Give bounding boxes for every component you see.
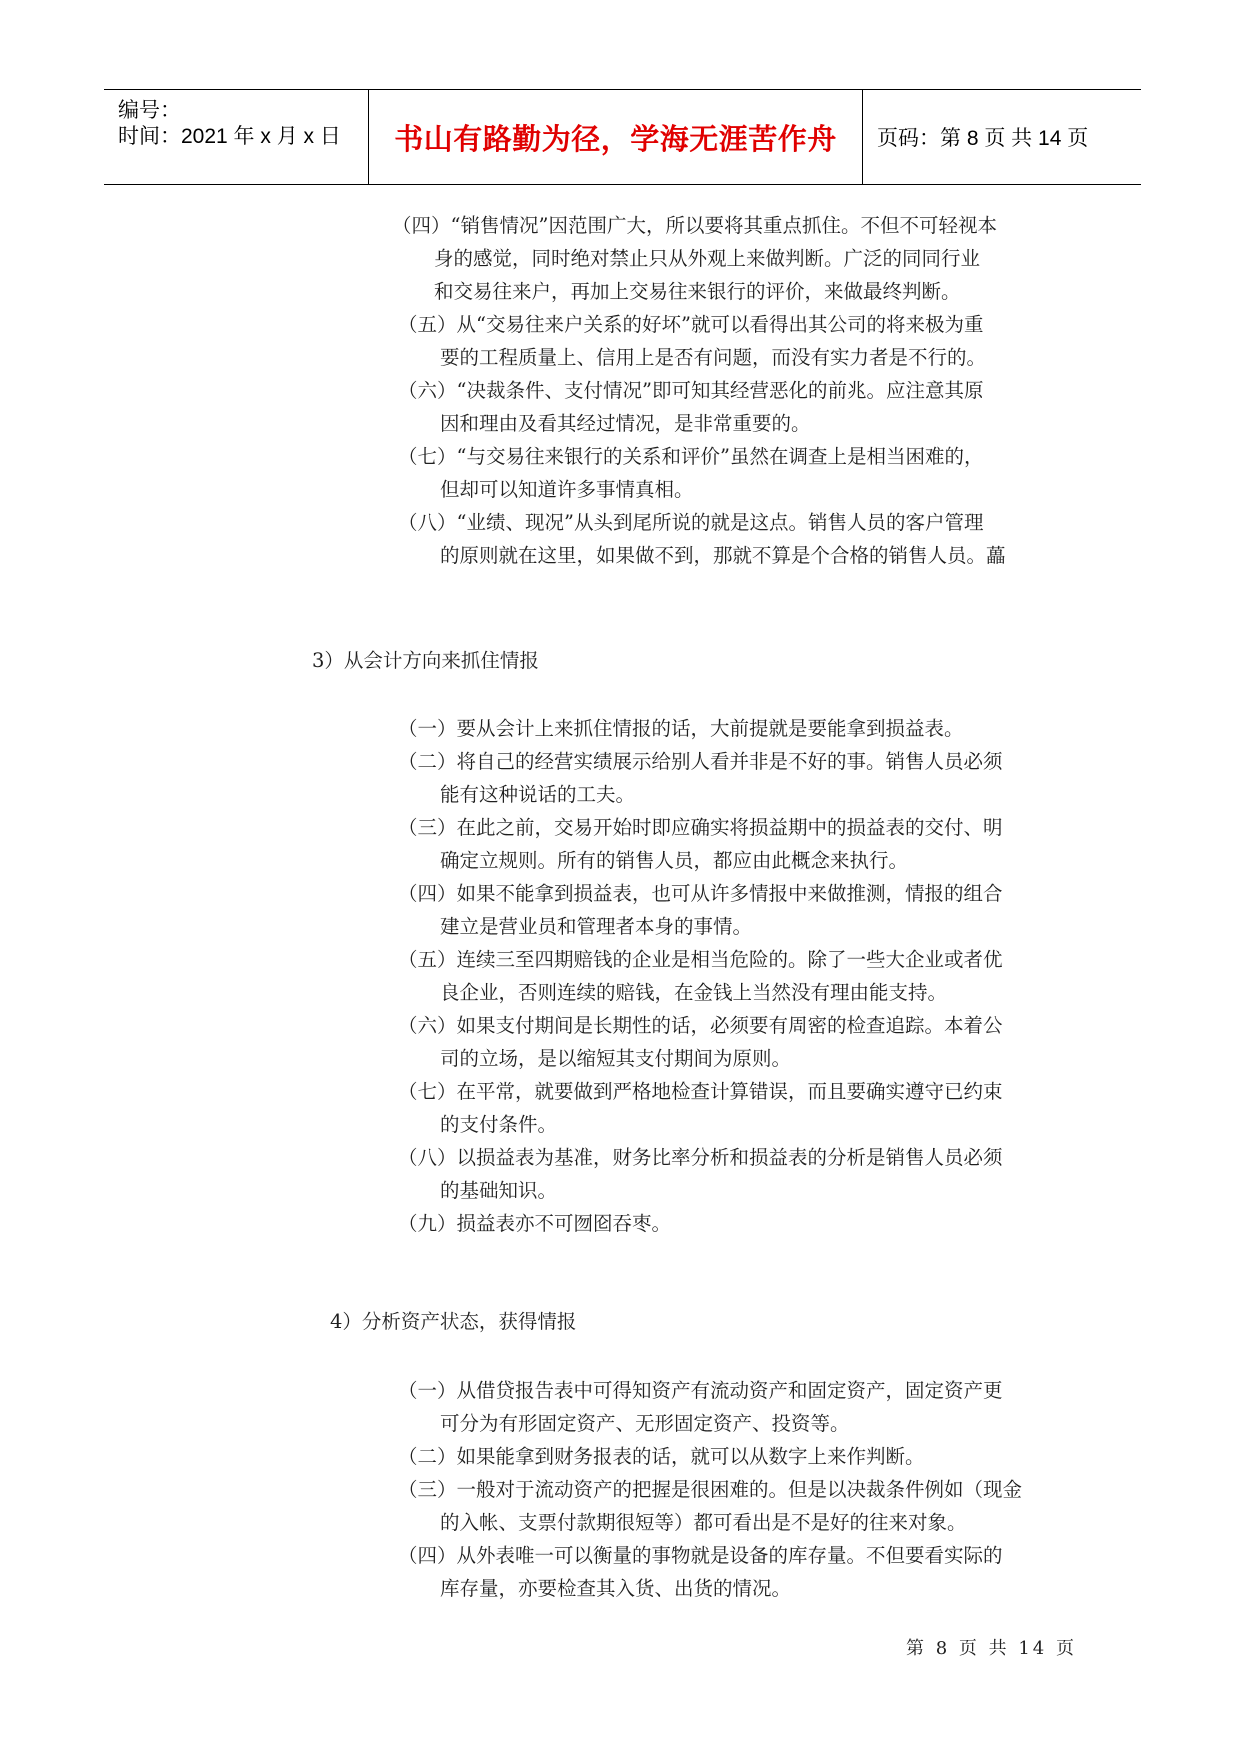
list-item xyxy=(398,1539,1058,1605)
time-label: 时间：2021 年 x 月 x 日 xyxy=(118,125,341,148)
list-item-line: 的入帐、支票付款期很短等）都可看出是不是好的往来对象。 xyxy=(440,1511,967,1534)
list-item-line: 能有这种说话的工夫。 xyxy=(440,783,636,806)
list-item xyxy=(398,374,1058,440)
list-item-line: （四）如果不能拿到损益表，也可从许多情报中来做推测，情报的组合 xyxy=(398,882,1003,905)
list-item-line: 的基础知识。 xyxy=(440,1179,558,1202)
list-item-line: 的支付条件。 xyxy=(440,1113,558,1136)
list-item-line: （四）从外表唯一可以衡量的事物就是设备的库存量。不但要看实际的 xyxy=(398,1544,1003,1567)
list-item-line: 因和理由及看其经过情况，是非常重要的。 xyxy=(440,412,811,435)
motto: 书山有路勤为径，学海无涯苦作舟 xyxy=(394,121,837,156)
list-item xyxy=(398,1374,1058,1440)
section-heading-4: 4）分析资产状态，获得情报 xyxy=(330,1310,577,1333)
header-motto-cell xyxy=(369,90,863,184)
list-item-line: 确定立规则。所有的销售人员，都应由此概念来执行。 xyxy=(440,849,909,872)
list-item xyxy=(398,1440,1058,1473)
list-item xyxy=(398,308,1058,374)
list-item xyxy=(398,506,1058,572)
list-item-line: 和交易往来户，再加上交易往来银行的评价，来做最终判断。 xyxy=(434,280,961,303)
list-item-line: （八）“业绩、现况”从头到尾所说的就是这点。销售人员的客户管理 xyxy=(398,511,984,534)
list-item xyxy=(398,1141,1058,1207)
list-item xyxy=(398,877,1058,943)
list-item-line: （七）“与交易往来银行的关系和评价”虽然在调查上是相当困难的， xyxy=(398,445,984,468)
list-item-line: （二）将自己的经营实绩展示给别人看并非是不好的事。销售人员必须 xyxy=(398,750,1003,773)
list-item xyxy=(398,943,1058,1009)
list-item-line: （九）损益表亦不可囫囵吞枣。 xyxy=(398,1212,672,1235)
list-item xyxy=(398,811,1058,877)
list-item-line: （三）一般对于流动资产的把握是很困难的。但是以决裁条件例如（现金 xyxy=(398,1478,1023,1501)
list-item-line: 可分为有形固定资产、无形固定资产、投资等。 xyxy=(440,1412,850,1435)
list-item-line: 良企业，否则连续的赔钱，在金钱上当然没有理由能支持。 xyxy=(440,981,948,1004)
header-table xyxy=(104,89,1141,185)
list-item xyxy=(398,1009,1058,1075)
list-item-line: （三）在此之前，交易开始时即应确实将损益期中的损益表的交付、明 xyxy=(398,816,1003,839)
list-item-line: （二）如果能拿到财务报表的话，就可以从数字上来作判断。 xyxy=(398,1445,925,1468)
section-heading-3: 3）从会计方向来抓住情报 xyxy=(312,649,539,672)
list-item xyxy=(398,712,1058,745)
list-item-line: （五）连续三至四期赔钱的企业是相当危险的。除了一些大企业或者优 xyxy=(398,948,1003,971)
list-item xyxy=(392,209,1052,308)
list-item-line: （一）从借贷报告表中可得知资产有流动资产和固定资产，固定资产更 xyxy=(398,1379,1003,1402)
list-item-line: 建立是营业员和管理者本身的事情。 xyxy=(440,915,753,938)
list-item-line: 身的感觉，同时绝对禁止只从外观上来做判断。广泛的同同行业 xyxy=(434,247,981,270)
list-item-line: （一）要从会计上来抓住情报的话，大前提就是要能拿到损益表。 xyxy=(398,717,964,740)
header-page-cell xyxy=(863,90,1141,184)
list-item-line: 司的立场，是以缩短其支付期间为原则。 xyxy=(440,1047,792,1070)
header-meta-cell xyxy=(104,90,369,184)
list-item xyxy=(398,1473,1058,1539)
list-item-line: 的原则就在这里，如果做不到，那就不算是个合格的销售人员。藟 xyxy=(440,544,1006,567)
list-item-line: 要的工程质量上、信用上是否有问题，而没有实力者是不行的。 xyxy=(440,346,987,369)
list-item-line: （六）如果支付期间是长期性的话，必须要有周密的检查追踪。本着公 xyxy=(398,1014,1003,1037)
page-footer: 第 8 页 共 14 页 xyxy=(906,1638,1077,1659)
list-item-line: （八）以损益表为基准，财务比率分析和损益表的分析是销售人员必须 xyxy=(398,1146,1003,1169)
list-item-line: 但却可以知道许多事情真相。 xyxy=(440,478,694,501)
page-label: 页码：第 8 页 共 14 页 xyxy=(877,127,1089,150)
list-item xyxy=(398,745,1058,811)
list-item-line: （六）“决裁条件、支付情况”即可知其经营恶化的前兆。应注意其原 xyxy=(398,379,984,402)
list-item-line: （五）从“交易往来户关系的好坏”就可以看得出其公司的将来极为重 xyxy=(398,313,984,336)
list-item xyxy=(398,440,1058,506)
list-item-line: （七）在平常，就要做到严格地检查计算错误，而且要确实遵守已约束 xyxy=(398,1080,1003,1103)
list-item xyxy=(398,1207,1058,1240)
list-item xyxy=(398,1075,1058,1141)
list-item-line: 库存量，亦要检查其入货、出货的情况。 xyxy=(440,1577,792,1600)
list-item-line: （四）“销售情况”因范围广大，所以要将其重点抓住。不但不可轻视本 xyxy=(392,214,997,237)
number-label: 编号： xyxy=(118,99,181,122)
